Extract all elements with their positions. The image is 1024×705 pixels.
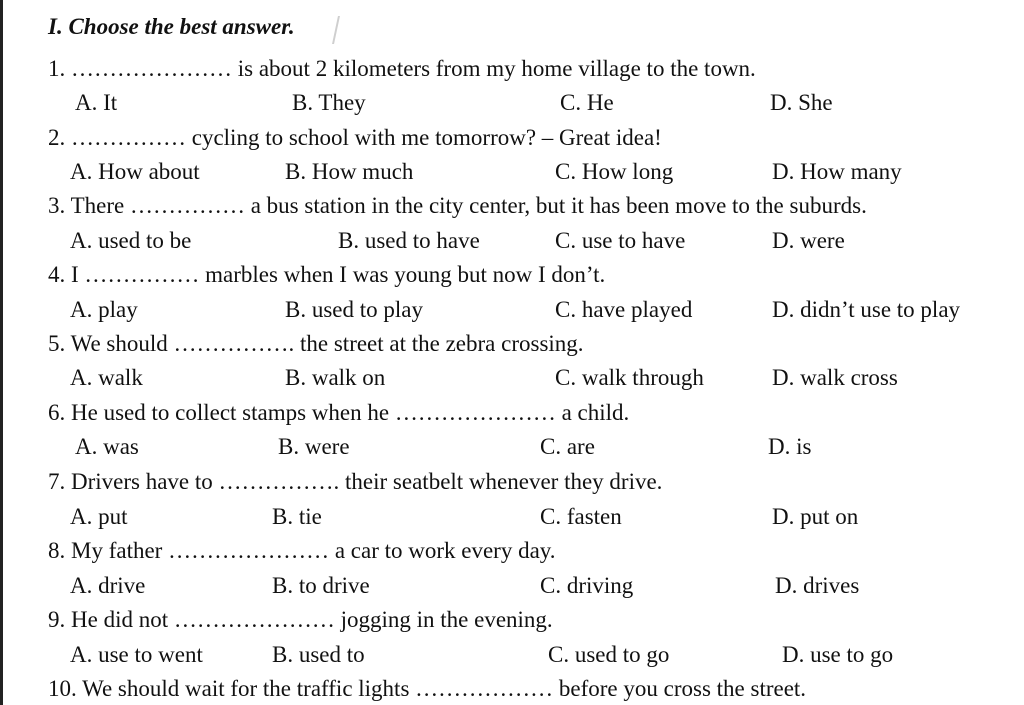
question-4-option-c: C. have played (555, 297, 693, 322)
question-7-option-d: D. put on (772, 504, 859, 529)
question-1-stem: 1. ………………… is about 2 kilometers from my home village to the town. (48, 56, 756, 81)
question-8-option-c: C. driving (540, 573, 634, 598)
question-4-stem: 4. I …………… marbles when I was young but now I don’t. (48, 262, 606, 287)
question-10-stem: 10. We should wait for the traffic lights ……………… before you cross the street. (48, 676, 807, 701)
page-left-border (0, 0, 3, 705)
question-2-option-c: C. How long (555, 159, 674, 184)
question-3-option-c: C. use to have (555, 228, 686, 253)
question-2-option-d: D. How many (772, 159, 902, 184)
question-5-stem: 5. We should ……………. the street at the zebra crossing. (48, 331, 584, 356)
question-7-option-a: A. put (70, 504, 128, 529)
question-3-stem: 3. There …………… a bus station in the city center, but it has been move to the suburds. (48, 193, 867, 218)
question-9-option-d: D. use to go (782, 642, 894, 667)
question-8-option-d: D. drives (775, 573, 860, 598)
question-8-option-a: A. drive (70, 573, 146, 598)
question-8-option-b: B. to drive (272, 573, 370, 598)
question-6-option-b: B. were (278, 434, 350, 459)
question-5-option-b: B. walk on (285, 365, 386, 390)
question-9-option-c: C. used to go (548, 642, 670, 667)
question-5-option-c: C. walk through (555, 365, 704, 390)
question-6-option-d: D. is (768, 434, 812, 459)
question-4-option-a: A. play (70, 297, 138, 322)
question-9-stem: 9. He did not ………………… jogging in the evening. (48, 607, 553, 632)
question-1-option-a: A. It (75, 90, 118, 115)
question-5-option-a: A. walk (70, 365, 143, 390)
question-8-stem: 8. My father ………………… a car to work every day. (48, 538, 556, 563)
question-2-option-a: A. How about (70, 159, 200, 184)
section-title: I. Choose the best answer. (48, 14, 295, 39)
question-4-option-d: D. didn’t use to play (772, 297, 961, 322)
question-5-option-d: D. walk cross (772, 365, 898, 390)
question-7-option-b: B. tie (272, 504, 322, 529)
question-3-option-a: A. used to be (70, 228, 192, 253)
question-2-option-b: B. How much (285, 159, 414, 184)
question-9-option-b: B. used to (272, 642, 365, 667)
question-7-stem: 7. Drivers have to ……………. their seatbelt whenever they drive. (48, 469, 663, 494)
question-9-option-a: A. use to went (70, 642, 203, 667)
question-1-option-d: D. She (770, 90, 833, 115)
question-1-option-b: B. They (292, 90, 366, 115)
question-3-option-d: D. were (772, 228, 845, 253)
question-6-option-a: A. was (75, 434, 139, 459)
question-2-stem: 2. …………… cycling to school with me tomorrow? – Great idea! (48, 125, 662, 150)
text-cursor (332, 16, 340, 44)
question-4-option-b: B. used to play (285, 297, 423, 322)
question-1-option-c: C. He (560, 90, 614, 115)
question-6-stem: 6. He used to collect stamps when he ………………… a child. (48, 400, 630, 425)
question-7-option-c: C. fasten (540, 504, 622, 529)
question-3-option-b: B. used to have (338, 228, 480, 253)
question-6-option-c: C. are (540, 434, 595, 459)
